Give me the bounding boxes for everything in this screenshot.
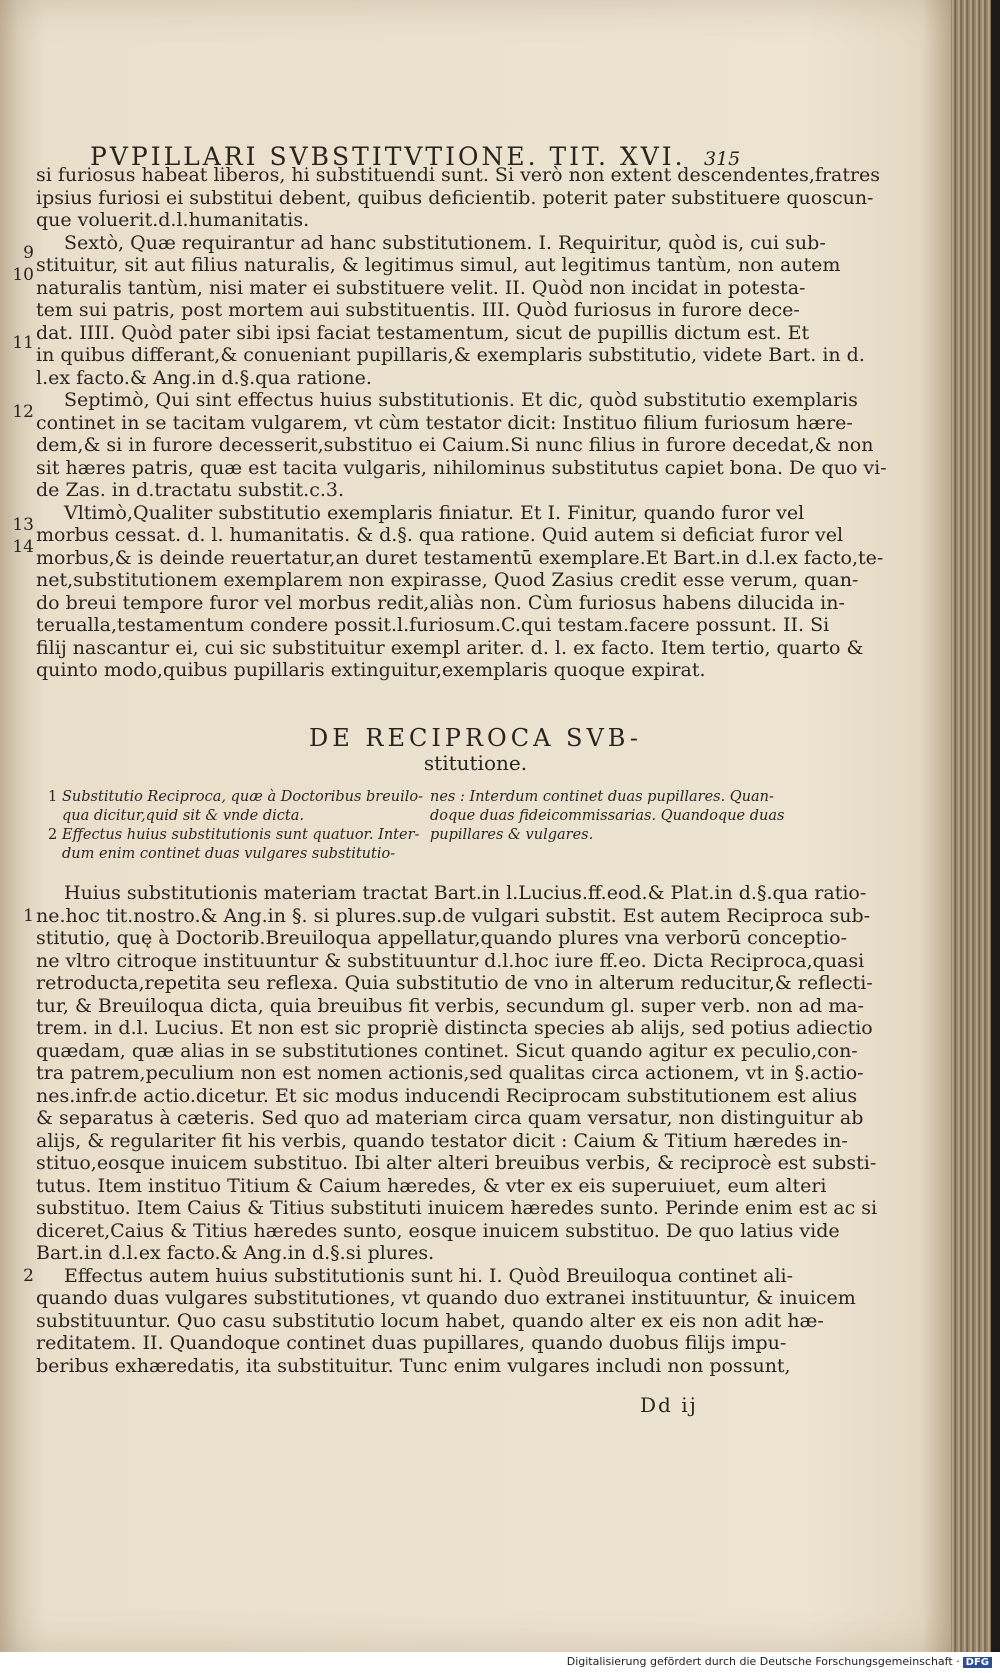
margin-number: 1 <box>23 906 34 926</box>
margin-number: 2 <box>23 1266 34 1286</box>
text-line: tutus. Item instituo Titium & Caium hæredes, & vter ex eis superuiuet, eum alteri <box>36 1174 827 1197</box>
text-line: dem,& si in furore decesserit,substituo ei Caium.Si nunc filius in furore decedat,& non <box>36 434 874 456</box>
margin-number: 12 <box>12 402 34 422</box>
text-line: sit hæres patris, quæ est tacita vulgaris, nihilominus substitutus capiet bona. De quo vi- <box>36 456 887 479</box>
text-line: filij nascantur ei, cui sic substituitur exempl ariter. d. l. ex facto. Item tertio, quarto & <box>36 636 864 659</box>
text-line: tur, & Breuiloqua dicta, quia breuibus fit verbis, secundum gl. super verb. non ad ma- <box>36 994 864 1017</box>
text-line: naturalis tantùm, nisi mater ei substituere velit. II. Quòd non incidat in potesta- <box>36 276 806 299</box>
text-line: Septimò, Qui sint effectus huius substitutionis. Et dic, quòd substitutio exemplaris <box>64 389 858 411</box>
running-title: PVPILLARI SVBSTITVTIONE. TIT. XVI. <box>90 142 686 171</box>
text-line: terualla,testamentum condere possit.l.furiosum.C.qui testam.facere possunt. II. Si <box>36 614 830 636</box>
text-line: quædam, quæ alias in se substitutiones continet. Sicut quando agitur ex peculio,con- <box>36 1039 858 1062</box>
text-line: morbus cessat. d. l. humanitatis. & d.§. qua ratione. Quid autem si deficiat furor vel <box>36 524 844 546</box>
summary-text: dum enim continet duas vulgares substitutio- <box>62 846 396 862</box>
text-line: quando duas vulgares substitutiones, vt quando duo extranei instituuntur, & inuicem <box>36 1287 856 1309</box>
funding-footer <box>567 1655 992 1668</box>
page-number: 315 <box>704 148 741 170</box>
text-line: stituitur, sit aut filius naturalis, & legitimus simul, aut legitimus tantùm, non autem <box>36 254 841 276</box>
funding-text: Digitalisierung gefördert durch die Deutsche Forschungsgemeinschaft · <box>566 1655 960 1668</box>
summary-text: Substitutio Reciproca, quæ à Doctoribus breuilo- <box>62 789 424 805</box>
text-line: continet in se tacitam vulgarem, vt cùm testator dicit: Instituo filium furiosum hære- <box>36 411 853 434</box>
text-line: trem. in d.l. Lucius. Et non est sic propriè distincta species ab alijs, sed potius adiectio <box>36 1017 873 1039</box>
text-line: tra patrem,peculium non est nomen actionis,sed qualitas circa actionem, vt in §.actio- <box>36 1062 864 1084</box>
text-line: dat. IIII. Quòd pater sibi ipsi faciat testamentum, sicut de pupillis dictum est. Et <box>36 321 810 344</box>
margin-number: 9 <box>23 243 34 263</box>
margin-number: 11 <box>12 333 34 353</box>
text-line: ne.hoc tit.nostro.& Ang.in §. si plures.sup.de vulgari substit. Est autem Reciproca sub- <box>36 904 871 927</box>
text-line: que voluerit.d.l.humanitatis. <box>36 209 310 231</box>
text-line: stitutio, quę à Doctorib.Breuiloqua appellatur,quando plures vna verborū conceptio- <box>36 927 848 949</box>
text-line: retroducta,repetita seu reflexa. Quia substitutio de vno in alterum reducitur,& reflecti- <box>36 972 873 994</box>
text-line: net,substitutionem exemplarem non expirasse, Quod Zasius credit esse verum, quan- <box>36 569 859 591</box>
margin-number: 13 <box>12 515 34 535</box>
margin-number: 10 <box>12 265 34 285</box>
text-block-2 <box>36 882 878 1377</box>
text-line: in quibus differant,& conueniant pupillaris,& exemplaris substitutio, videte Bart. in d. <box>36 344 865 366</box>
summary-number: 1 <box>48 789 58 805</box>
text-block-1 <box>36 164 887 682</box>
text-line: nes.infr.de actio.dicetur. Et sic modus inducendi Reciprocam substitutionem est alius <box>36 1084 858 1107</box>
page-edges <box>951 0 991 1652</box>
text-line: si furiosus habeat liberos, hi substituendi sunt. Si verò non extent descendentes,fratres <box>36 164 881 186</box>
text-line: de Zas. in d.tractatu substit.c.3. <box>36 479 345 501</box>
text-line: morbus,& is deinde reuertatur,an duret testamentū exemplare.Et Bart.in d.l.ex facto,te- <box>36 546 884 569</box>
text-line: Vltimò,Qualiter substitutio exemplaris finiatur. Et I. Finitur, quando furor vel <box>64 501 805 524</box>
summary-line <box>48 845 423 864</box>
summary-text: nes : Interdum continet duas pupillares. Quan- <box>430 789 774 805</box>
section-title: DE RECIPROCA SVB- <box>308 724 642 752</box>
summary-text: pupillares & vulgares. <box>430 827 594 843</box>
summary-right-column <box>430 788 784 845</box>
margin-number: 14 <box>12 537 34 557</box>
summary-line <box>48 826 423 845</box>
text-line: Bart.in d.l.ex facto.& Ang.in d.§.si plures. <box>36 1242 435 1264</box>
text-line: Effectus autem huius substitutionis sunt hi. I. Quòd Breuiloqua continet ali- <box>64 1264 794 1287</box>
text-line: tem sui patris, post mortem aui substituentis. III. Quòd furiosus in furore dece- <box>36 299 800 321</box>
section-subtitle: stitutione. <box>423 751 528 775</box>
text-line: ipsius furiosi ei substitui debent, quibus deficientib. poterit pater substituere quoscun- <box>36 186 874 209</box>
text-line: stituo,eosque inuicem substituo. Ibi alter alteri breuibus verbis, & reciprocè est substi- <box>36 1152 877 1174</box>
summary-line <box>48 788 423 807</box>
summary-text: Effectus huius substitutionis sunt quatuor. Inter- <box>62 827 420 843</box>
text-line: Huius substitutionis materiam tractat Bart.in l.Lucius.ff.eod.& Plat.in d.§.qua ratio- <box>64 882 867 904</box>
text-line: ne vltro citroque instituuntur & substituuntur d.l.hoc iure ff.eo. Dicta Reciproca,quasi <box>36 949 865 972</box>
summary-number: 2 <box>48 827 58 843</box>
summary-line <box>48 807 423 826</box>
text-line: reditatem. II. Quandoque continet duas pupillares, quando duobus filijs impu- <box>36 1332 787 1354</box>
signature-mark: Dd ij <box>640 1393 698 1417</box>
text-line: substituuntur. Quo casu substitutio locum habet, quando alter ex eis non adit hæ- <box>36 1309 824 1332</box>
text-line: beribus exhæredatis, ita substituitur. Tunc enim vulgares includi non possunt, <box>36 1354 791 1377</box>
dfg-logo: DFG <box>963 1657 992 1668</box>
text-line: alijs, & regulariter fit his verbis, quando testator dicit : Caium & Titium hæredes in- <box>36 1129 848 1152</box>
text-line: do breui tempore furor vel morbus redit,aliàs non. Cùm furiosus habens dilucida in- <box>36 591 845 614</box>
summary-left-column <box>48 788 423 864</box>
text-line: Sextò, Quæ requirantur ad hanc substitutionem. I. Requiritur, quòd is, cui sub- <box>64 231 826 254</box>
text-line: & separatus à cæteris. Sed quo ad materiam circa quam versatur, non distinguitur ab <box>36 1107 864 1129</box>
text-line: diceret,Caius & Titius hæredes sunto, eosque inuicem substituo. De quo latius vide <box>36 1219 840 1242</box>
text-line: substituo. Item Caius & Titius substituti inuicem hæredes sunto. Perinde enim est ac si <box>36 1197 878 1219</box>
text-line: l.ex facto.& Ang.in d.§.qua ratione. <box>36 366 372 389</box>
summary-text: doque duas fideicommissarias. Quandoque duas <box>430 808 785 824</box>
text-line: quinto modo,quibus pupillaris extinguitur,exemplaris quoque expirat. <box>36 659 706 681</box>
summary-text: qua dicitur,quid sit & vnde dicta. <box>62 808 304 824</box>
